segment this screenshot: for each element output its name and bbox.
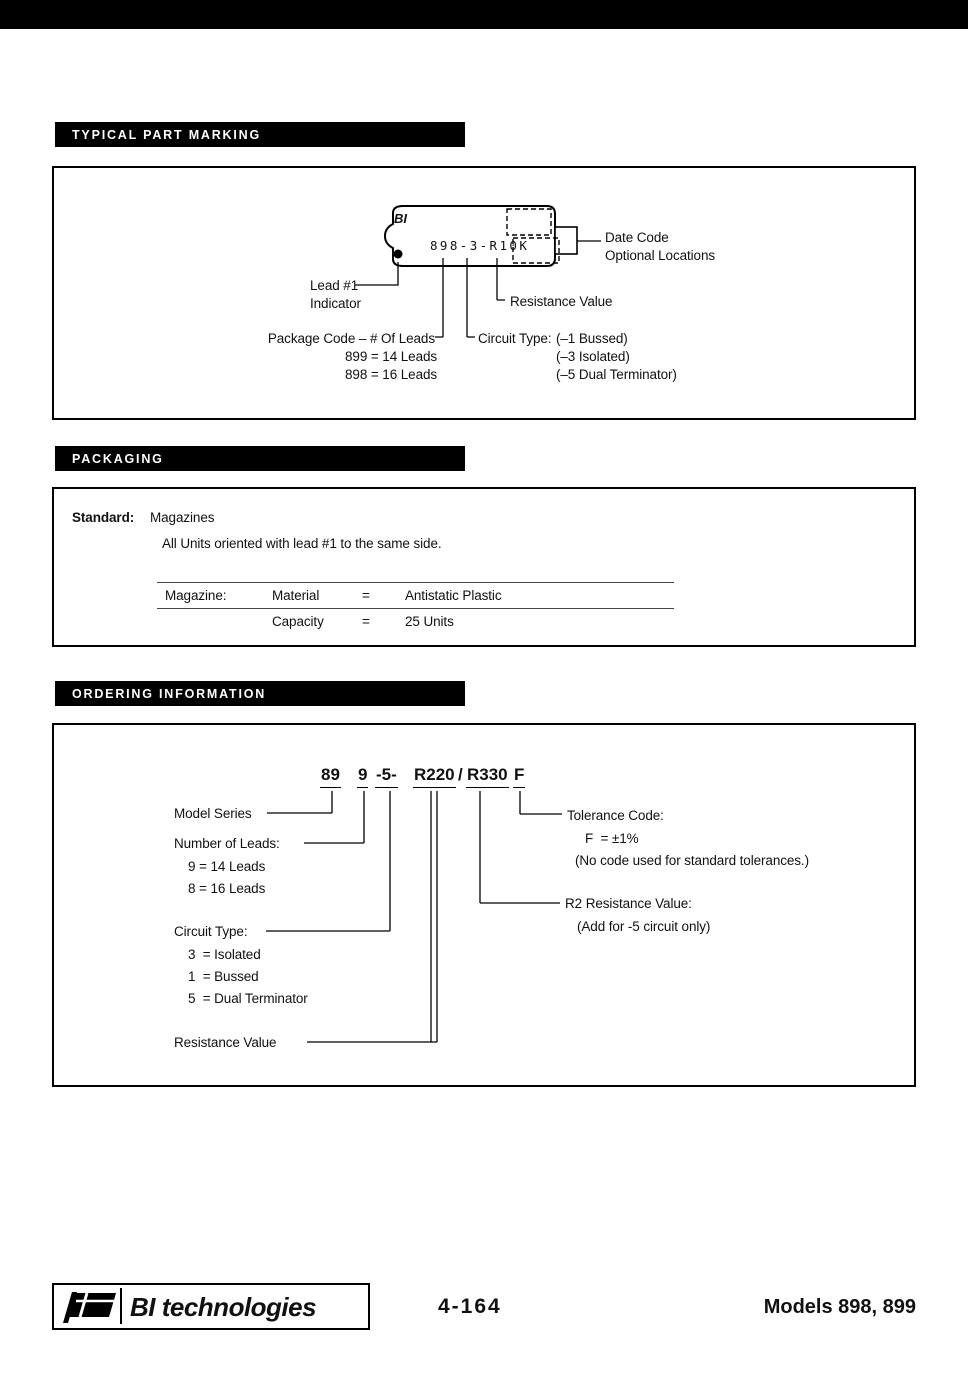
leads-option-8: 8 = 16 Leads [188, 881, 266, 896]
date-code-label: Date Code [605, 230, 669, 245]
chip-part-number: 898-3-R10K [430, 238, 530, 253]
model-series-label: Model Series [174, 806, 252, 821]
standard-label: Standard: [72, 510, 135, 525]
code-r1-value: R220 [413, 765, 456, 788]
circuit-isolated-label: (–3 Isolated) [556, 349, 630, 364]
equals-sign: = [362, 588, 370, 603]
circuit-bussed-label: (–1 Bussed) [556, 331, 628, 346]
standard-value: Magazines [150, 510, 215, 525]
tolerance-note: (No code used for standard tolerances.) [575, 853, 809, 868]
chip-outline [385, 206, 555, 266]
package-code-connector [435, 258, 443, 337]
code-model-series: 89 [320, 765, 341, 788]
lead1-dot [394, 250, 403, 259]
part-marking-diagram [54, 168, 913, 417]
tolerance-code-label: Tolerance Code: [567, 808, 664, 823]
resistance-connector [307, 791, 437, 1042]
footer-logo-text: BI technologies [130, 1292, 317, 1322]
chip-logo: BI [394, 211, 407, 226]
magazine-property: Material [272, 588, 320, 603]
lead1-label: Lead #1 [310, 278, 359, 293]
footer-models: Models 898, 899 [763, 1296, 916, 1318]
package-898-label: 898 = 16 Leads [345, 367, 438, 382]
part-marking-box [52, 166, 916, 420]
circuit-dual-label: (–5 Dual Terminator) [556, 367, 677, 382]
lead1-connector [355, 262, 398, 285]
code-number-of-leads: 9 [357, 765, 368, 788]
tolerance-connector [520, 791, 562, 814]
section-header-packaging: PACKAGING [55, 446, 465, 471]
code-circuit-type: -5- [375, 765, 398, 788]
model-series-connector [267, 791, 332, 813]
code-tolerance: F [513, 765, 525, 788]
resistance-value-label: Resistance Value [174, 1035, 277, 1050]
table-rule-middle [157, 608, 674, 609]
magazine-label: Magazine: [165, 588, 227, 603]
table-rule-top [157, 582, 674, 583]
circuit-option-3: 3 = Isolated [188, 947, 261, 962]
circuit-option-5: 5 = Dual Terminator [188, 991, 308, 1006]
circuit-connector [266, 791, 390, 931]
bi-flag-icon [60, 1289, 118, 1325]
top-border-bar [0, 0, 968, 29]
magazine-property: Capacity [272, 614, 324, 629]
circuit-option-1: 1 = Bussed [188, 969, 259, 984]
lead1-sublabel: Indicator [310, 296, 361, 311]
section-header-ordering: ORDERING INFORMATION [55, 681, 465, 706]
package-899-label: 899 = 14 Leads [345, 349, 438, 364]
circuit-type-label: Circuit Type: [478, 331, 552, 346]
code-r2-value: R330 [466, 765, 509, 788]
package-code-label: Package Code – # Of Leads [267, 331, 435, 346]
magazine-value: Antistatic Plastic [405, 588, 502, 603]
footer-logo-box [52, 1283, 370, 1330]
tolerance-value: F = ±1% [585, 831, 639, 846]
equals-sign: = [362, 614, 370, 629]
circuit-type-label: Circuit Type: [174, 924, 248, 939]
orientation-note: All Units oriented with lead #1 to the same side. [162, 536, 442, 551]
footer-page-number: 4-164 [438, 1295, 502, 1318]
leads-connector [304, 791, 364, 843]
magazine-value: 25 Units [405, 614, 454, 629]
leads-option-9: 9 = 14 Leads [188, 859, 266, 874]
ordering-box [52, 723, 916, 1087]
packaging-box [52, 487, 916, 647]
circuit-type-connector [467, 258, 475, 337]
section-header-part-marking: TYPICAL PART MARKING [55, 122, 465, 147]
resistance-value-label: Resistance Value [510, 294, 613, 309]
logo-divider [120, 1288, 122, 1324]
r2-resistance-note: (Add for -5 circuit only) [577, 919, 711, 934]
number-of-leads-label: Number of Leads: [174, 836, 280, 851]
code-slash: / [458, 765, 463, 784]
r2-resistance-label: R2 Resistance Value: [565, 896, 692, 911]
date-code-sublabel: Optional Locations [605, 248, 716, 263]
